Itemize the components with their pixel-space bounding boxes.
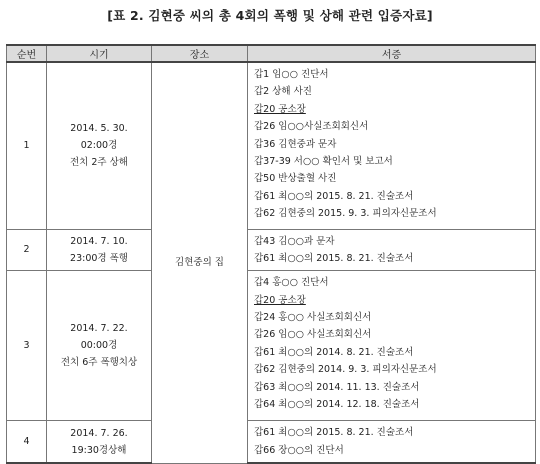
evidence-item: 갑4 홍○○ 진단서: [254, 277, 329, 289]
evidence-table: [6, 44, 536, 464]
table-row: [7, 229, 536, 271]
row-time: [47, 421, 152, 463]
evidence-list: [248, 271, 536, 421]
row-number: 2: [7, 229, 47, 271]
header-place: 장소: [152, 45, 248, 62]
evidence-item: 갑61 최○○의 2015. 8. 21. 진술조서: [254, 427, 414, 439]
table-header-row: [7, 45, 536, 62]
evidence-item: 갑2 상해 사진: [254, 86, 312, 98]
table-row: [7, 271, 536, 421]
evidence-list: [248, 421, 536, 463]
evidence-item: 갑43 김○○과 문자: [254, 235, 335, 247]
evidence-item: 갑63 최○○의 2014. 11. 13. 진술조서: [254, 381, 420, 393]
row-time: [47, 62, 152, 229]
time-line: 23:00경 폭행: [70, 252, 128, 264]
evidence-item: 갑36 김현중과 문자: [254, 138, 337, 150]
time-line: 19:30경상해: [71, 444, 127, 456]
evidence-item: 갑62 김현중의 2015. 9. 3. 피의자신문조서: [254, 208, 437, 220]
header-no: 순번: [7, 45, 47, 62]
time-line: 02:00경: [80, 140, 118, 152]
evidence-item: 갑24 홍○○ 사실조회회신서: [254, 312, 372, 324]
evidence-item: 갑62 김현중의 2014. 9. 3. 피의자신문조서: [254, 364, 437, 376]
table-row: [7, 62, 536, 229]
evidence-list: [248, 229, 536, 271]
time-line: 전치 6주 폭행치상: [60, 357, 138, 369]
evidence-item: 갑61 최○○의 2014. 8. 21. 진술조서: [254, 346, 414, 358]
place-cell: 김현중의 집: [152, 62, 248, 463]
time-line: 2014. 5. 30.: [70, 123, 128, 135]
evidence-item: 갑61 최○○의 2015. 8. 21. 진술조서: [254, 252, 414, 264]
evidence-item: 갑20 공소장: [254, 103, 306, 115]
time-line: 00:00경: [80, 340, 118, 352]
table-row: [7, 421, 536, 463]
evidence-item: 갑61 최○○의 2015. 8. 21. 진술조서: [254, 190, 414, 202]
evidence-item: 갑1 임○○ 진단서: [254, 69, 329, 80]
evidence-item: 갑20 공소장: [254, 294, 306, 306]
row-number: 4: [7, 421, 47, 463]
row-time: [47, 229, 152, 271]
header-time: 시기: [47, 45, 152, 62]
time-line: 2014. 7. 22.: [70, 323, 128, 335]
time-line: 2014. 7. 10.: [70, 235, 128, 247]
evidence-item: 갑26 임○○ 사실조회회신서: [254, 329, 372, 341]
evidence-list: [248, 62, 536, 229]
row-time: [47, 271, 152, 421]
time-line: 2014. 7. 26.: [70, 427, 128, 439]
evidence-item: 갑50 반상출혈 사진: [254, 173, 337, 185]
evidence-item: 갑64 최○○의 2014. 12. 18. 진술조서: [254, 399, 420, 411]
row-number: 3: [7, 271, 47, 421]
time-line: 전치 2주 상해: [70, 157, 128, 169]
evidence-item: 갑66 장○○의 진단서: [254, 444, 344, 456]
row-number: 1: [7, 62, 47, 229]
header-evidence: 서증: [248, 45, 536, 62]
evidence-item: 갑37-39 서○○ 확인서 및 보고서: [254, 155, 393, 167]
document-title: [표 2. 김현중 씨의 총 4회의 폭행 및 상해 관련 입증자료]: [107, 8, 433, 23]
evidence-item: 갑26 임○○사실조회회신서: [254, 121, 369, 133]
